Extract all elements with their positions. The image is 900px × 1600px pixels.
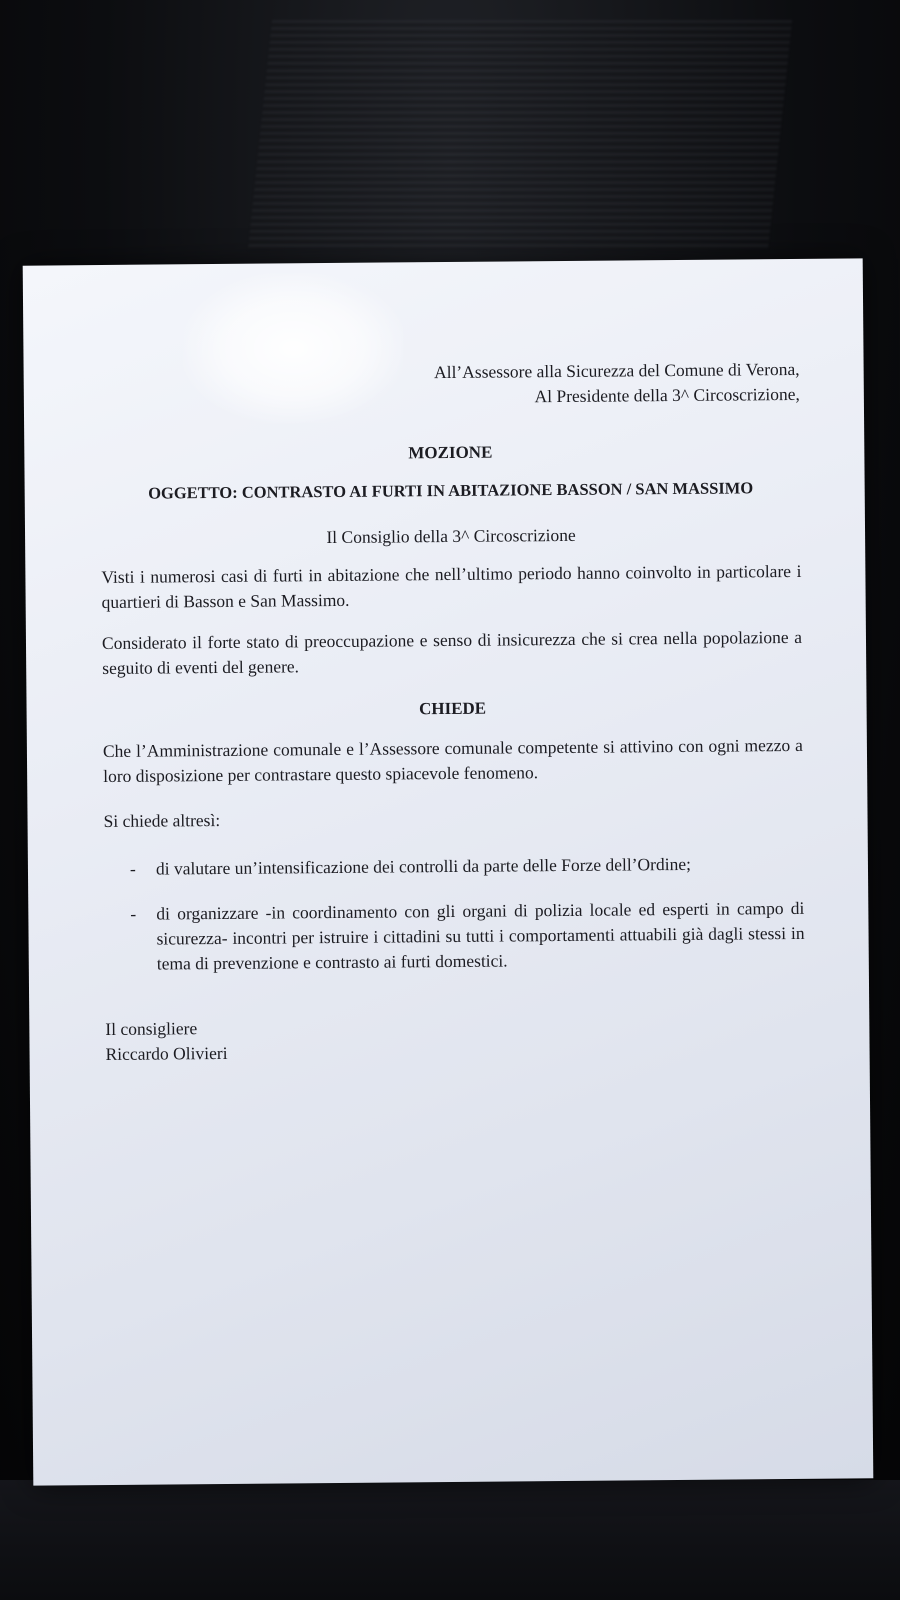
- list-item-text: di organizzare -in coordinamento con gli organi di polizia locale ed esperti in campo di sicurezza- incontri per istruire i cittadini su tutti i comportamenti attuabili già dagli stessi in tema di prevenzione e contrasto ai furti domestici.: [156, 897, 805, 974]
- signature-block: [105, 1016, 227, 1067]
- list-item-text: di valutare un’intensificazione dei controlli da parte delle Forze dell’Ordine;: [155, 853, 692, 879]
- document-title: MOZIONE: [408, 442, 493, 463]
- list-dash: -: [130, 903, 137, 924]
- also-intro: Si chiede altresì:: [103, 809, 221, 832]
- list-item: [104, 896, 805, 977]
- recipient-line: All’Assessore alla Sicurezza del Comune di Verona,: [433, 358, 800, 383]
- request-list: [104, 851, 805, 997]
- document-sheet: [23, 258, 874, 1485]
- signature-role: Il consigliere: [105, 1018, 198, 1039]
- recipients-block: [240, 357, 800, 412]
- request-paragraph: Che l’Amministrazione comunale e l’Assessore comunale competente si attivino con ogni mezzo a loro disposizione per contrastare questo spiacevole fenomeno.: [102, 734, 803, 787]
- recipient-line: Al Presidente della 3^ Circoscrizione,: [534, 383, 800, 407]
- subject-line: OGGETTO: CONTRASTO AI FURTI IN ABITAZIONE BASSON / SAN MASSIMO: [148, 478, 754, 503]
- premise-paragraph: Considerato il forte stato di preoccupazione e senso di insicurezza che si crea nella popolazione a seguito di eventi del genere.: [101, 626, 803, 679]
- background-lap: [0, 1480, 900, 1600]
- list-item: [104, 851, 804, 882]
- list-dash: -: [129, 858, 136, 879]
- signature-name: Riccardo Olivieri: [105, 1042, 228, 1064]
- request-heading: CHIEDE: [418, 698, 487, 719]
- background-surface: [248, 20, 792, 250]
- issuer-line: Il Consiglio della 3^ Circoscrizione: [326, 524, 576, 548]
- document-content: [99, 259, 805, 1064]
- premise-paragraph: Visti i numerosi casi di furti in abitazione che nell’ultimo periodo hanno coinvolto in particolare i quartieri di Basson e San Massimo.: [101, 560, 802, 613]
